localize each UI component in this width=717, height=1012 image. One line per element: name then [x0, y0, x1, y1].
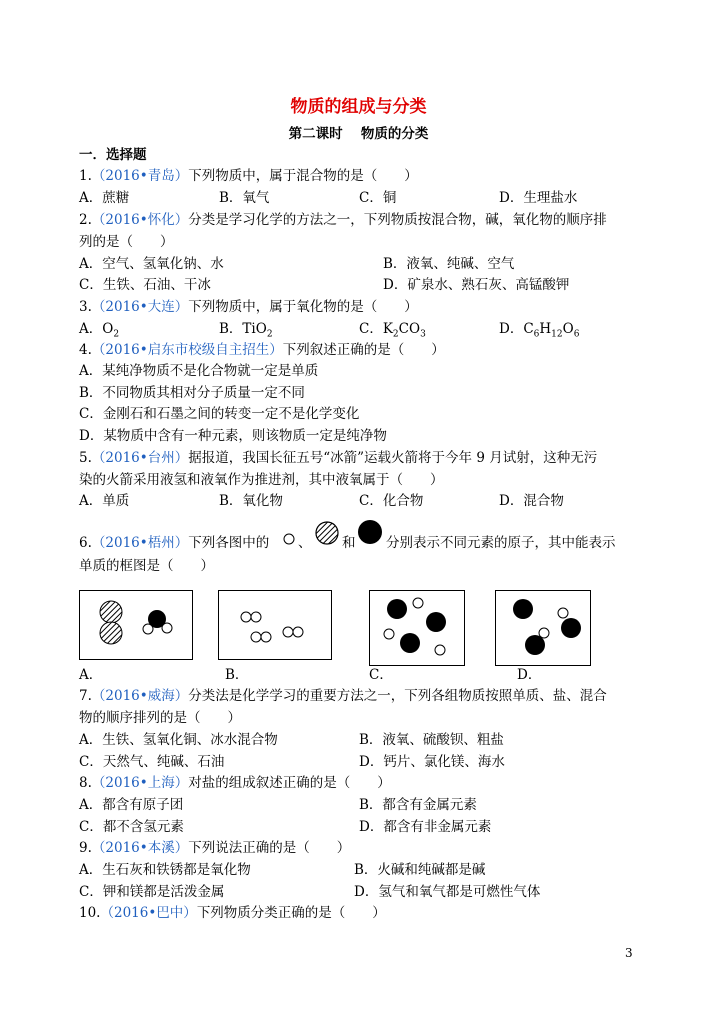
option-a: A．$O_2$	[79, 321, 120, 340]
option-c: C．钾和镁都是活泼金属	[79, 884, 225, 900]
figure-label-d: D．	[517, 667, 542, 683]
question-stem: 下列物质中，属于混合物的是（ ）	[188, 168, 418, 184]
question-number: 5.	[79, 450, 92, 466]
question-7	[79, 687, 607, 705]
section-heading: 一．选择题	[79, 147, 147, 163]
question-stem: 对盐的组成叙述正确的是（ ）	[188, 775, 391, 791]
question-1	[79, 167, 418, 185]
question-number: 6.	[79, 535, 92, 551]
figure-d	[495, 590, 591, 666]
black-atom-icon	[356, 518, 384, 546]
option-d: D．氢气和氧气都是可燃性气体	[354, 884, 541, 900]
figure-b	[218, 590, 332, 660]
question-stem: 下列叙述正确的是（ ）	[282, 342, 445, 358]
page-title: 物质的组成与分类	[290, 97, 427, 117]
option-c: C．$K_2CO_3$	[359, 321, 426, 340]
option-d: D．某物质中含有一种元素，则该物质一定是纯净物	[79, 428, 387, 444]
option-a: A．都含有原子团	[79, 797, 184, 813]
option-b: B．氧化物	[219, 493, 283, 509]
question-number: 2.	[79, 212, 92, 228]
option-d: D．混合物	[499, 493, 564, 509]
small-white-atom-icon	[282, 532, 296, 546]
question-8	[79, 774, 391, 792]
question-number: 4.	[79, 342, 92, 358]
page-number: 3	[625, 946, 633, 960]
question-source: （2016•巴中）	[100, 905, 197, 921]
option-c: C．天然气、纯碱、石油	[79, 754, 225, 770]
figure-label-c: C．	[369, 667, 393, 683]
option-a: A．单质	[79, 493, 130, 509]
question-source: （2016•本溪）	[91, 840, 189, 856]
option-b: B．不同物质其相对分子质量一定不同	[79, 385, 305, 401]
question-source: （2016•启东市校级自主招生）	[91, 342, 283, 358]
option-d: D．生理盐水	[499, 190, 578, 206]
question-stem: 分类是学习化学的方法之一，下列物质按混合物，碱，氧化物的顺序排	[188, 212, 607, 228]
option-c: C．金刚石和石墨之间的转变一定不是化学变化	[79, 406, 360, 422]
option-d: D．矿泉水、熟石灰、高锰酸钾	[383, 277, 570, 293]
option-a: A．蔗糖	[79, 190, 130, 206]
question-source: （2016•威海）	[91, 688, 189, 704]
option-a: A．空气、氢氧化钠、水	[79, 256, 224, 272]
option-c: C．生铁、石油、干冰	[79, 277, 211, 293]
option-d: D．$C_6H_{12}O_6$	[499, 321, 580, 340]
question-source: （2016•怀化）	[91, 212, 189, 228]
option-b: B．都含有金属元素	[359, 797, 477, 813]
question-source: （2016•青岛）	[91, 168, 189, 184]
question-number: 7.	[79, 688, 92, 704]
question-stem-separator: 、	[298, 535, 312, 551]
figure-label-a: A．	[79, 667, 103, 683]
option-c: C．化合物	[359, 493, 424, 509]
question-number: 9.	[79, 840, 92, 856]
question-stem: 分类法是化学学习的重要方法之一，下列各组物质按照单质、盐、混合	[188, 688, 607, 704]
option-d: D．钙片、氯化镁、海水	[359, 754, 505, 770]
figure-c	[369, 590, 465, 666]
question-number: 8.	[79, 775, 92, 791]
question-4	[79, 341, 445, 359]
question-stem-continued: 物的顺序排列的是（ ）	[79, 710, 241, 726]
question-stem: 下列各图中的	[188, 535, 270, 551]
figure-a	[79, 590, 193, 660]
question-source: （2016•大连）	[91, 299, 189, 315]
option-d: D．都含有非金属元素	[359, 819, 492, 835]
option-c: C．都不含氢元素	[79, 819, 184, 835]
option-b: B．氧气	[219, 190, 270, 206]
option-a: A．生铁、氢氧化铜、冰水混合物	[79, 732, 278, 748]
question-number: 10.	[79, 905, 101, 921]
question-stem-continued: 单质的框图是（ ）	[79, 558, 214, 574]
question-number: 3.	[79, 299, 92, 315]
question-source: （2016•台州）	[91, 450, 189, 466]
question-10	[79, 904, 386, 922]
question-stem: 下列物质分类正确的是（ ）	[196, 905, 386, 921]
question-6-number	[79, 534, 269, 552]
question-stem-continued: 染的火箭采用液氢和液氧作为推进剂，其中液氧属于（ ）	[79, 472, 444, 488]
option-c: C．铜	[359, 190, 397, 206]
option-b: B．液氧、硫酸钡、粗盐	[359, 732, 504, 748]
question-9	[79, 839, 350, 857]
question-source: （2016•梧州）	[91, 535, 189, 551]
figure-label-b: B．	[225, 667, 249, 683]
option-b: B．TiO$_2$	[219, 321, 273, 340]
option-b: B．火碱和纯碱都是碱	[354, 862, 486, 878]
question-stem: 下列物质中，属于氧化物的是（ ）	[188, 299, 418, 315]
option-a: A．生石灰和铁锈都是氧化物	[79, 862, 251, 878]
question-number: 1.	[79, 168, 92, 184]
option-b: B．液氧、纯碱、空气	[383, 256, 515, 272]
question-stem-continued: 列的是（ ）	[79, 234, 174, 250]
question-stem: 分别表示不同元素的原子，其中能表示	[386, 535, 616, 551]
question-source: （2016•上海）	[91, 775, 189, 791]
option-a: A．某纯净物质不是化合物就一定是单质	[79, 363, 319, 379]
question-2	[79, 211, 607, 229]
question-stem: 下列说法正确的是（ ）	[188, 840, 351, 856]
question-stem-and: 和	[342, 535, 356, 551]
question-stem: 据报道，我国长征五号“冰箭”运载火箭将于今年 9 月试射，这种无污	[188, 450, 598, 466]
question-5	[79, 449, 597, 467]
question-3	[79, 298, 418, 316]
hatched-atom-icon	[313, 519, 341, 547]
page-subtitle: 第二课时 物质的分类	[288, 126, 429, 142]
